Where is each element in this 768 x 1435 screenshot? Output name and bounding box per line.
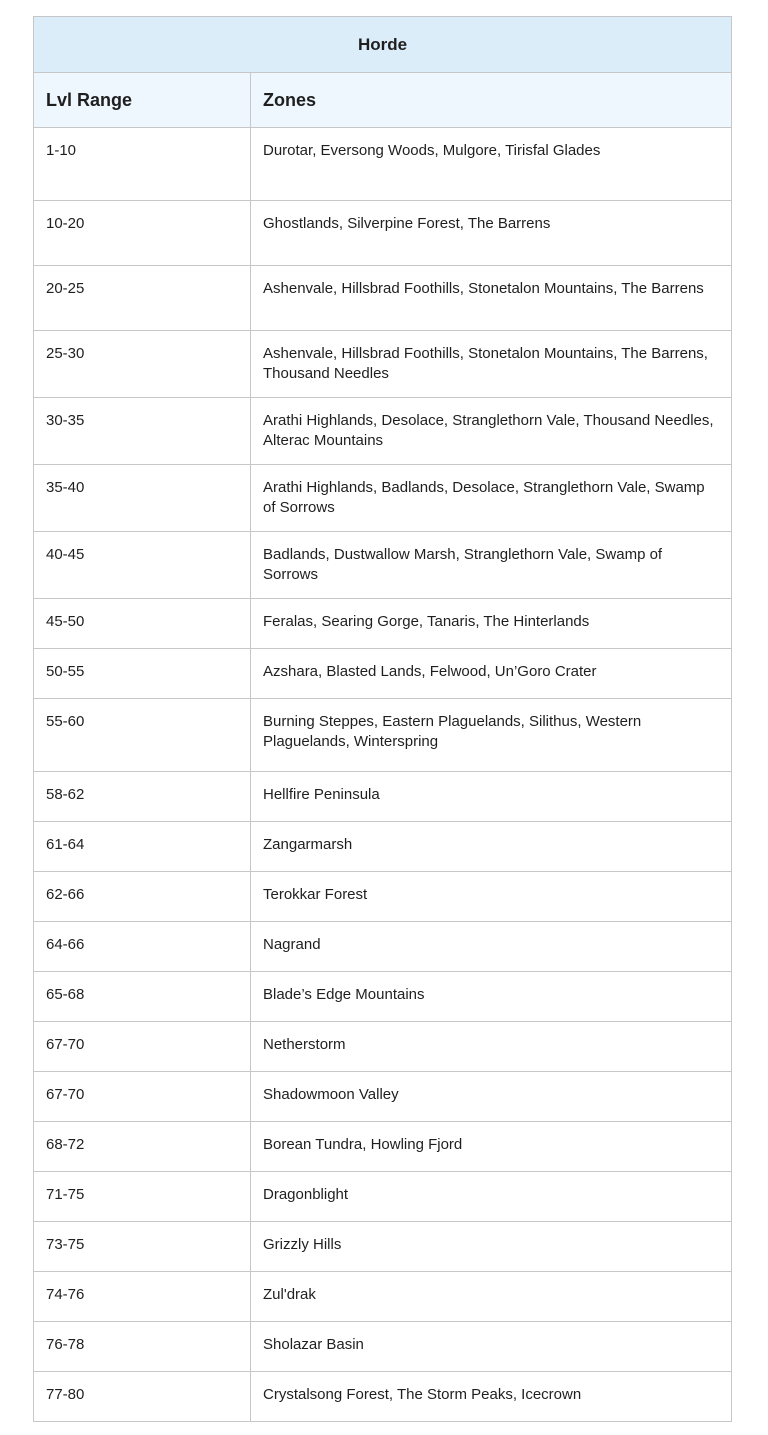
zones-cell: Ashenvale, Hillsbrad Foothills, Stonetalon Mountains, The Barrens bbox=[251, 266, 732, 331]
table-row bbox=[34, 822, 732, 872]
level-range-cell: 58-62 bbox=[34, 772, 251, 822]
level-range-cell: 10-20 bbox=[34, 201, 251, 266]
table-row bbox=[34, 1172, 732, 1222]
zones-cell: Blade’s Edge Mountains bbox=[251, 972, 732, 1022]
table-row bbox=[34, 972, 732, 1022]
table-row bbox=[34, 1022, 732, 1072]
table-row bbox=[34, 398, 732, 465]
zones-cell: Burning Steppes, Eastern Plaguelands, Silithus, Western Plaguelands, Winterspring bbox=[251, 699, 732, 772]
table-body bbox=[34, 128, 732, 1422]
zones-cell: Nagrand bbox=[251, 922, 732, 972]
zones-cell: Durotar, Eversong Woods, Mulgore, Tirisfal Glades bbox=[251, 128, 732, 201]
table-row bbox=[34, 922, 732, 972]
level-range-cell: 67-70 bbox=[34, 1022, 251, 1072]
level-range-cell: 76-78 bbox=[34, 1322, 251, 1372]
zones-cell: Hellfire Peninsula bbox=[251, 772, 732, 822]
table-row bbox=[34, 201, 732, 266]
level-range-cell: 35-40 bbox=[34, 465, 251, 532]
column-header-lvl-range: Lvl Range bbox=[34, 73, 251, 128]
level-range-cell: 20-25 bbox=[34, 266, 251, 331]
level-range-cell: 71-75 bbox=[34, 1172, 251, 1222]
level-range-cell: 45-50 bbox=[34, 599, 251, 649]
zones-cell: Feralas, Searing Gorge, Tanaris, The Hinterlands bbox=[251, 599, 732, 649]
zones-cell: Arathi Highlands, Desolace, Stranglethorn Vale, Thousand Needles, Alterac Mountains bbox=[251, 398, 732, 465]
level-range-cell: 73-75 bbox=[34, 1222, 251, 1272]
level-range-cell: 50-55 bbox=[34, 649, 251, 699]
table-row bbox=[34, 772, 732, 822]
zones-cell: Azshara, Blasted Lands, Felwood, Un’Goro Crater bbox=[251, 649, 732, 699]
zones-cell: Dragonblight bbox=[251, 1172, 732, 1222]
zones-cell: Netherstorm bbox=[251, 1022, 732, 1072]
table-row bbox=[34, 649, 732, 699]
table-row bbox=[34, 872, 732, 922]
table-row bbox=[34, 1122, 732, 1172]
table-title-row bbox=[34, 17, 732, 73]
zones-cell: Ghostlands, Silverpine Forest, The Barrens bbox=[251, 201, 732, 266]
table-row bbox=[34, 1272, 732, 1322]
zones-cell: Borean Tundra, Howling Fjord bbox=[251, 1122, 732, 1172]
zones-cell: Sholazar Basin bbox=[251, 1322, 732, 1372]
table-title: Horde bbox=[34, 17, 732, 73]
table-row bbox=[34, 532, 732, 599]
table-row bbox=[34, 1222, 732, 1272]
zones-cell: Shadowmoon Valley bbox=[251, 1072, 732, 1122]
zones-cell: Badlands, Dustwallow Marsh, Stranglethorn Vale, Swamp of Sorrows bbox=[251, 532, 732, 599]
table-row bbox=[34, 128, 732, 201]
horde-zones-table bbox=[33, 16, 732, 1422]
zones-cell: Zul'drak bbox=[251, 1272, 732, 1322]
level-range-cell: 77-80 bbox=[34, 1372, 251, 1422]
level-range-cell: 25-30 bbox=[34, 331, 251, 398]
zones-cell: Grizzly Hills bbox=[251, 1222, 732, 1272]
level-range-cell: 40-45 bbox=[34, 532, 251, 599]
table-row bbox=[34, 699, 732, 772]
table-row bbox=[34, 1072, 732, 1122]
zones-cell: Terokkar Forest bbox=[251, 872, 732, 922]
zones-cell: Arathi Highlands, Badlands, Desolace, Stranglethorn Vale, Swamp of Sorrows bbox=[251, 465, 732, 532]
table-row bbox=[34, 1372, 732, 1422]
zones-cell: Ashenvale, Hillsbrad Foothills, Stonetalon Mountains, The Barrens, Thousand Needles bbox=[251, 331, 732, 398]
level-range-cell: 61-64 bbox=[34, 822, 251, 872]
level-range-cell: 30-35 bbox=[34, 398, 251, 465]
table-header-row bbox=[34, 73, 732, 128]
zones-cell: Crystalsong Forest, The Storm Peaks, Icecrown bbox=[251, 1372, 732, 1422]
level-range-cell: 55-60 bbox=[34, 699, 251, 772]
level-range-cell: 68-72 bbox=[34, 1122, 251, 1172]
column-header-zones: Zones bbox=[251, 73, 732, 128]
zones-cell: Zangarmarsh bbox=[251, 822, 732, 872]
level-range-cell: 62-66 bbox=[34, 872, 251, 922]
table-row bbox=[34, 599, 732, 649]
level-range-cell: 64-66 bbox=[34, 922, 251, 972]
level-range-cell: 1-10 bbox=[34, 128, 251, 201]
table-row bbox=[34, 266, 732, 331]
level-range-cell: 65-68 bbox=[34, 972, 251, 1022]
table-row bbox=[34, 331, 732, 398]
level-range-cell: 74-76 bbox=[34, 1272, 251, 1322]
table-row bbox=[34, 465, 732, 532]
table-row bbox=[34, 1322, 732, 1372]
level-range-cell: 67-70 bbox=[34, 1072, 251, 1122]
